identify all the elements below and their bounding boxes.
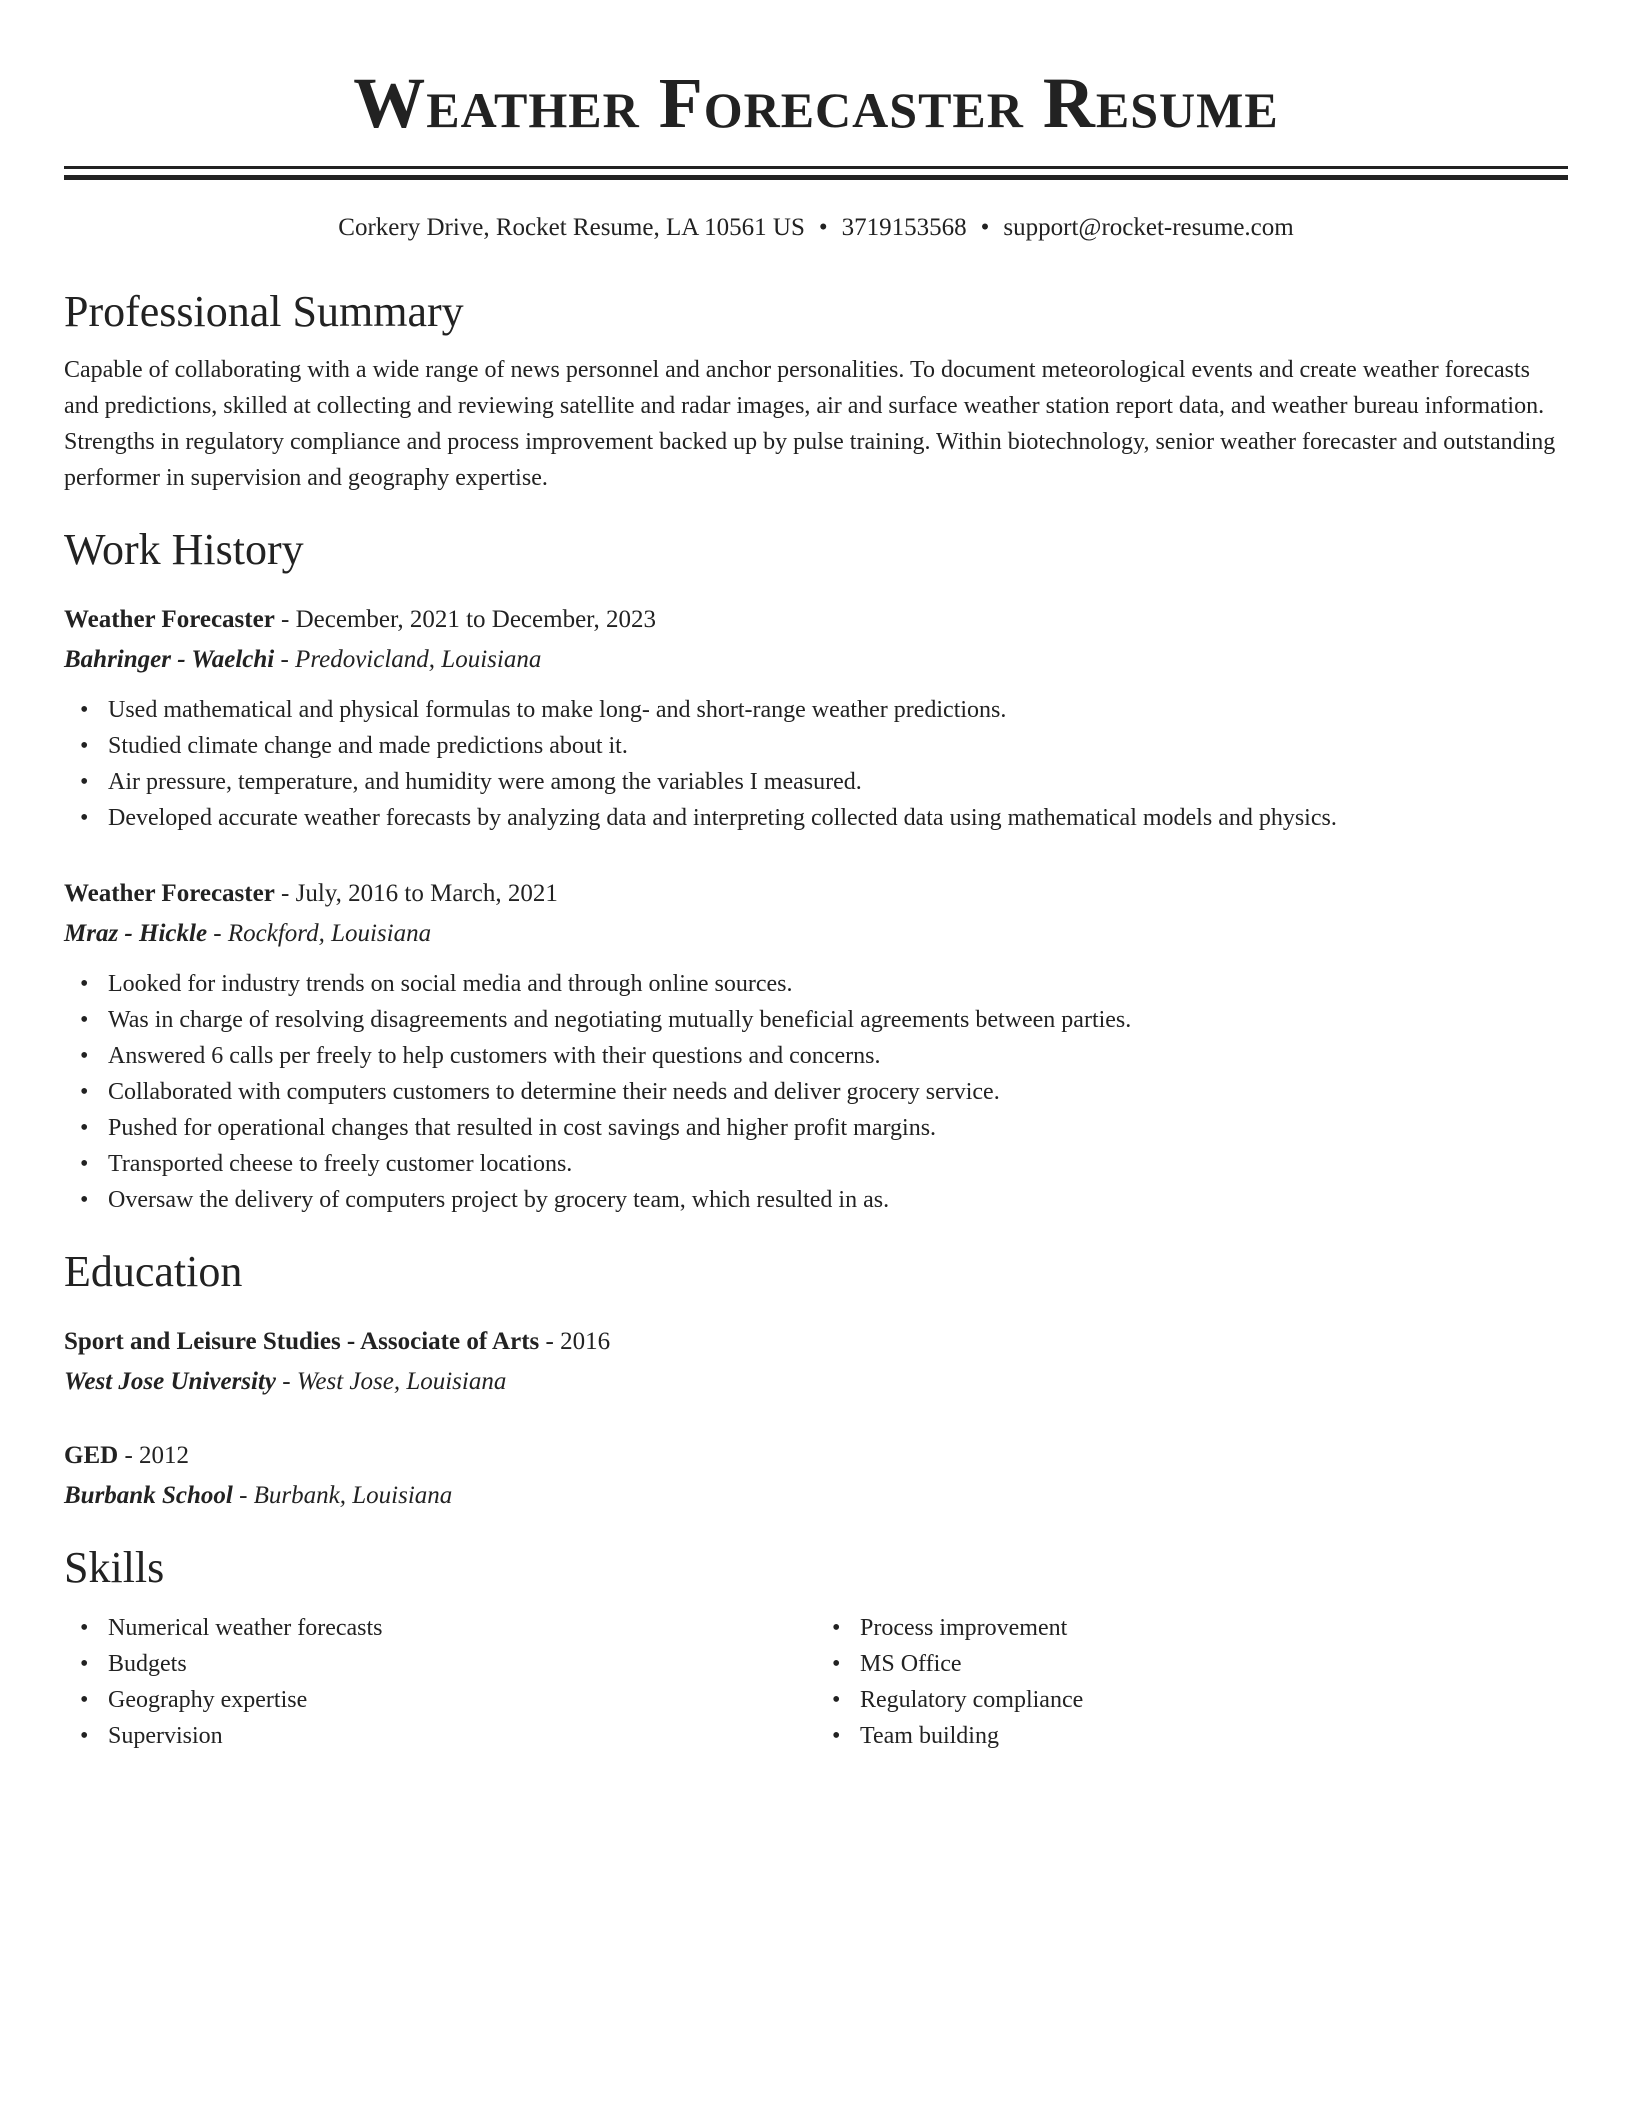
education-school: West Jose University	[64, 1368, 277, 1395]
job-company-line	[64, 642, 1568, 678]
job-entry	[64, 876, 1568, 1218]
job-title: Weather Forecaster	[64, 606, 275, 633]
skills-heading: Skills	[64, 1543, 165, 1592]
job-title-line	[64, 876, 1568, 912]
job-company: Mraz - Hickle	[64, 920, 208, 947]
list-item: • Regulatory compliance	[860, 1682, 1568, 1718]
education-school: Burbank School	[64, 1482, 233, 1509]
job-dates: - July, 2016 to March, 2021	[274, 880, 558, 907]
education-heading: Education	[64, 1247, 243, 1296]
education-entry	[64, 1438, 1568, 1514]
job-location: - Rockford, Louisiana	[207, 920, 432, 947]
page-title: Weather Forecaster Resume	[353, 63, 1279, 143]
list-item: • Transported cheese to freely customer locations.	[108, 1146, 1568, 1182]
list-item: • Developed accurate weather forecasts by analyzing data and interpreting collected data using mathematical models and physics.	[108, 800, 1568, 836]
contact-line	[64, 210, 1568, 246]
list-item: • Collaborated with computers customers to determine their needs and deliver grocery service.	[108, 1074, 1568, 1110]
list-item: • Numerical weather forecasts	[108, 1610, 816, 1646]
list-item: • Budgets	[108, 1646, 816, 1682]
contact-separator: •	[980, 214, 990, 241]
list-item: • Team building	[860, 1718, 1568, 1754]
education-entry	[64, 1324, 1568, 1400]
contact-address: Corkery Drive, Rocket Resume, LA 10561 US	[338, 214, 805, 241]
list-item: • Pushed for operational changes that resulted in cost savings and higher profit margins.	[108, 1110, 1568, 1146]
education-school-line	[64, 1478, 1568, 1514]
job-company-line	[64, 916, 1568, 952]
job-location: - Predovicland, Louisiana	[274, 646, 542, 673]
job-title: Weather Forecaster	[64, 880, 275, 907]
list-item: • Air pressure, temperature, and humidity were among the variables I measured.	[108, 764, 1568, 800]
education-school-line	[64, 1364, 1568, 1400]
list-item: • Was in charge of resolving disagreements and negotiating mutually beneficial agreements between parties.	[108, 1002, 1568, 1038]
contact-phone: 3719153568	[841, 214, 967, 241]
list-item: • Geography expertise	[108, 1682, 816, 1718]
education-degree: Sport and Leisure Studies - Associate of Arts	[64, 1328, 540, 1355]
summary-text: Capable of collaborating with a wide range of news personnel and anchor personalities. To document meteorological events and create weather forecasts and predictions, skilled at collecting and reviewing satellite and radar images, air and surface weather station report data, and weather bureau information. Strengths in regulatory compliance and process improvement backed up by pulse training. Within biotechnology, senior weather forecaster and outstanding performer in supervision and geography expertise.	[64, 357, 1556, 491]
skills-column-left	[64, 1610, 816, 1754]
education-location: - West Jose, Louisiana	[276, 1368, 507, 1395]
work-history-heading: Work History	[64, 525, 304, 574]
contact-separator: •	[818, 214, 828, 241]
job-bullets	[64, 692, 1568, 836]
title-divider-top	[64, 166, 1568, 169]
job-company: Bahringer - Waelchi	[64, 646, 275, 673]
education-degree: GED	[64, 1442, 119, 1469]
skills-column-right	[816, 1610, 1568, 1754]
job-title-line	[64, 602, 1568, 638]
list-item: • Answered 6 calls per freely to help customers with their questions and concerns.	[108, 1038, 1568, 1074]
education-degree-line	[64, 1324, 1568, 1360]
education-location: - Burbank, Louisiana	[232, 1482, 453, 1509]
list-item: • Used mathematical and physical formulas to make long- and short-range weather predictions.	[108, 692, 1568, 728]
contact-email: support@rocket-resume.com	[1003, 214, 1294, 241]
education-year: - 2012	[118, 1442, 190, 1469]
education-degree-line	[64, 1438, 1568, 1474]
education-year: - 2016	[539, 1328, 611, 1355]
skills-grid	[64, 1610, 1568, 1754]
list-item: • Studied climate change and made predictions about it.	[108, 728, 1568, 764]
job-dates: - December, 2021 to December, 2023	[274, 606, 656, 633]
list-item: • Supervision	[108, 1718, 816, 1754]
list-item: • Looked for industry trends on social media and through online sources.	[108, 966, 1568, 1002]
title-divider-bottom	[64, 175, 1568, 180]
job-bullets	[64, 966, 1568, 1218]
list-item: • MS Office	[860, 1646, 1568, 1682]
list-item: • Process improvement	[860, 1610, 1568, 1646]
summary-heading: Professional Summary	[64, 287, 464, 336]
list-item: • Oversaw the delivery of computers project by grocery team, which resulted in as.	[108, 1182, 1568, 1218]
job-entry	[64, 602, 1568, 836]
